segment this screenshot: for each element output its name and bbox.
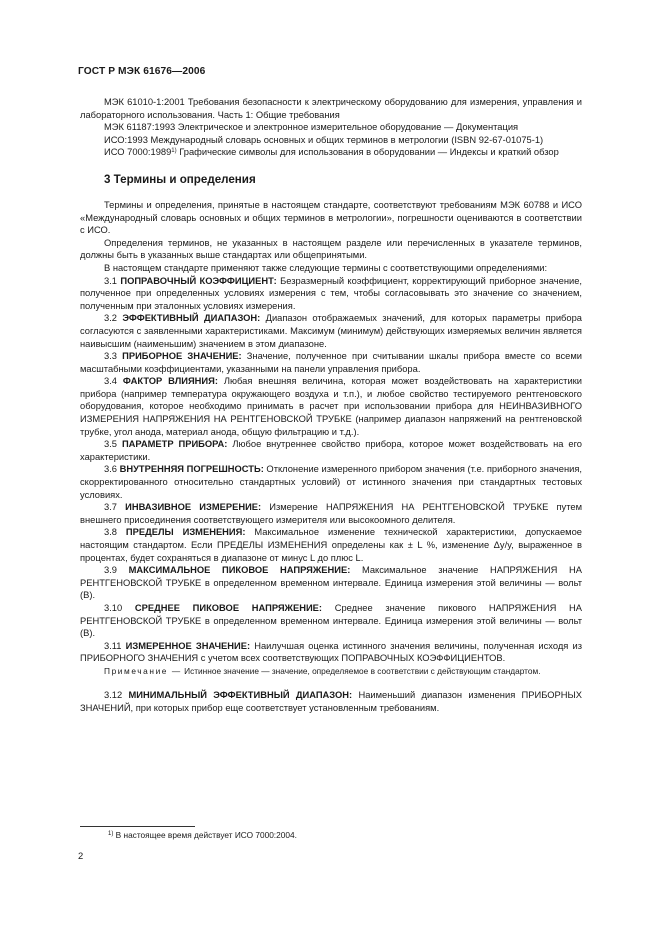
note-lead: Примечание — xyxy=(104,665,182,676)
reference-iso-7000-code: ИСО 7000:1989 xyxy=(104,147,172,158)
term-3-10 xyxy=(80,602,582,640)
term-definition: Безразмерный коэффициент, корректирующий приборное значение, полученное при определенных условиях измерения с тем, чтобы согласовывать это значение со значением, полученным при эталонных условиях измерения. xyxy=(80,275,582,311)
reference-iso-7000-title: Графические символы для использования в оборудовании — Индексы и краткий обзор xyxy=(176,147,559,158)
term-3-5 xyxy=(80,438,582,463)
term-name: ПРИБОРНОЕ ЗНАЧЕНИЕ: xyxy=(122,351,242,362)
term-3-7 xyxy=(80,501,582,526)
note-text: Истинное значение — значение, определяемое в соответствии с действующим стандартом. xyxy=(181,665,541,676)
term-number: 3.11 xyxy=(104,640,122,651)
reference-iec-61187: МЭК 61187:1993 Электрическое и электронное измерительное оборудование — Документация xyxy=(104,122,519,133)
term-definition: Наименьший диапазон изменения ПРИБОРНЫХ ЗНАЧЕНИЙ, при которых прибор еще соответствует установленным требованиям. xyxy=(80,690,582,713)
term-name: МИНИМАЛЬНЫЙ ЭФФЕКТИВНЫЙ ДИАПАЗОН: xyxy=(128,690,353,701)
term-number: 3.4 xyxy=(104,376,117,387)
term-name: ПРЕДЕЛЫ ИЗМЕНЕНИЯ: xyxy=(125,527,246,538)
footnote xyxy=(108,830,297,840)
note-paragraph xyxy=(80,665,582,677)
term-3-1 xyxy=(80,275,582,313)
term-name: СРЕДНЕЕ ПИКОВОЕ НАПРЯЖЕНИЕ: xyxy=(134,602,323,613)
term-name: ВНУТРЕННЯЯ ПОГРЕШНОСТЬ: xyxy=(119,464,264,475)
term-number: 3.6 xyxy=(104,464,117,475)
term-number: 3.9 xyxy=(104,565,117,576)
term-3-6 xyxy=(80,463,582,501)
term-name: ИНВАЗИВНОЕ ИЗМЕРЕНИЕ: xyxy=(125,502,262,513)
term-definition: Максимальное значение НАПРЯЖЕНИЯ НА РЕНТГЕНОВСКОЙ ТРУБКЕ в определенном временном интервале. Единица измерения этой величины — вольт (В). xyxy=(80,565,582,601)
footnote-marker: 1) xyxy=(171,148,177,155)
term-definition: Максимальное изменение технической характеристики, допускаемое настоящим стандартом. Если ПРЕДЕЛЫ ИЗМЕНЕНИЯ определены как ± L %, изменение Δy/y, выраженное в процентах, будет сохраняться в диапазоне от минус L до плюс L. xyxy=(80,527,582,563)
intro-paragraph-2: Определения терминов, не указанных в настоящем разделе или перечисленных в указателе терминов, должны быть в указанных выше стандартах или общепринятыми. xyxy=(80,237,582,261)
intro-paragraph-3: В настоящем стандарте применяют также следующие термины с соответствующими определениями: xyxy=(104,262,548,273)
term-name: ЭФФЕКТИВНЫЙ ДИАПАЗОН: xyxy=(122,313,261,324)
term-3-9 xyxy=(80,564,582,602)
term-number: 3.5 xyxy=(104,439,117,450)
term-name: ПАРАМЕТР ПРИБОРА: xyxy=(121,439,228,450)
term-definition: Отклонение измеренного прибором значения (т.е. приборного значения, скорректированного относительно стандартных условий) от истинного значения при стандартных тестовых условиях. xyxy=(80,464,582,500)
term-number: 3.1 xyxy=(104,275,117,286)
term-definition: Наилучшая оценка истинного значения величины, полученная исходя из ПРИБОРНОГО ЗНАЧЕНИЯ с учетом всех соответствующих ПОПРАВОЧНЫХ КОЭФФИЦИЕНТОВ. xyxy=(80,640,582,664)
footnote-marker: 1) xyxy=(108,831,114,837)
intro-paragraph-1: Термины и определения, принятые в настоящем стандарте, соответствуют требованиям МЭК 60788 и ИСО «Международный словарь основных и общих терминов в метрологии», погрешности оцениваются в соответствии с ИСО. xyxy=(80,199,582,236)
term-name: МАКСИМАЛЬНОЕ ПИКОВОЕ НАПРЯЖЕНИЕ: xyxy=(128,565,351,576)
term-number: 3.10 xyxy=(104,602,123,613)
term-number: 3.12 xyxy=(104,690,123,701)
document-body xyxy=(80,96,582,714)
document-header: ГОСТ Р МЭК 61676—2006 xyxy=(78,66,206,77)
term-number: 3.3 xyxy=(104,351,117,362)
term-definition: Любая внешняя величина, которая может воздействовать на характеристики прибора (например температура окружающего воздуха и т.п.), и любое свойство тестируемого рентгеновского оборудования, которое необходимо принимать в расчет при использовании прибора для НЕИНВАЗИВНОГО ИЗМЕРЕНИЯ НАПРЯЖЕНИЯ НА РЕНТГЕНОВСКОЙ ТРУБКЕ (например диапазон напряжений на рентгеновской трубке, угол анода, материал анода, общую фильтрацию и т.д.). xyxy=(80,376,582,437)
term-3-8 xyxy=(80,526,582,564)
term-definition: Измерение НАПРЯЖЕНИЯ НА РЕНТГЕНОВСКОЙ ТРУБКЕ путем внешнего присоединения соответствующего измерителя или высокоомного делителя. xyxy=(80,502,582,525)
footnote-text: В настоящее время действует ИСО 7000:2004. xyxy=(113,830,297,840)
term-3-12 xyxy=(80,689,582,714)
reference-iso-7000 xyxy=(80,146,582,159)
footnote-divider xyxy=(80,826,195,827)
term-3-2 xyxy=(80,312,582,350)
reference-iso-1993: ИСО:1993 Международный словарь основных и общих терминов в метрологии (ISBN 92-67-01075-1) xyxy=(104,134,544,145)
term-3-4 xyxy=(80,375,582,438)
term-name: ИЗМЕРЕННОЕ ЗНАЧЕНИЕ: xyxy=(125,640,251,651)
reference-iec-61010: МЭК 61010-1:2001 Требования безопасности к электрическому оборудованию для измерения, управления и лабораторного использования. Часть 1: Общие требования xyxy=(80,97,582,120)
term-name: ПОПРАВОЧНЫЙ КОЭФФИЦИЕНТ: xyxy=(120,275,277,286)
term-number: 3.7 xyxy=(104,502,117,513)
term-3-11 xyxy=(80,640,582,665)
section-heading: 3 Термины и определения xyxy=(104,172,256,186)
page-number: 2 xyxy=(78,850,84,861)
term-number: 3.8 xyxy=(104,527,117,538)
term-name: ФАКТОР ВЛИЯНИЯ: xyxy=(122,376,218,387)
term-definition: Среднее значение пикового НАПРЯЖЕНИЯ НА РЕНТГЕНОВСКОЙ ТРУБКЕ в определенном временном интервале. Единица измерения этой величины — вольт (В). xyxy=(80,602,582,639)
term-number: 3.2 xyxy=(104,313,117,324)
term-definition: Диапазон отображаемых значений, для которых параметры прибора согласуются с заявленными характеристиками. Максимум (минимум) действующих измеряемых величин является наивысшим (наименьшим) значением в этом диапазоне. xyxy=(80,313,582,349)
term-definition: Значение, полученное при считывании шкалы прибора вместе со всеми масштабными коэффициентами, указанными на панели управления прибора. xyxy=(80,351,582,374)
term-3-3 xyxy=(80,350,582,375)
term-definition: Любое внутреннее свойство прибора, которое может воздействовать на его характеристики. xyxy=(80,439,582,462)
